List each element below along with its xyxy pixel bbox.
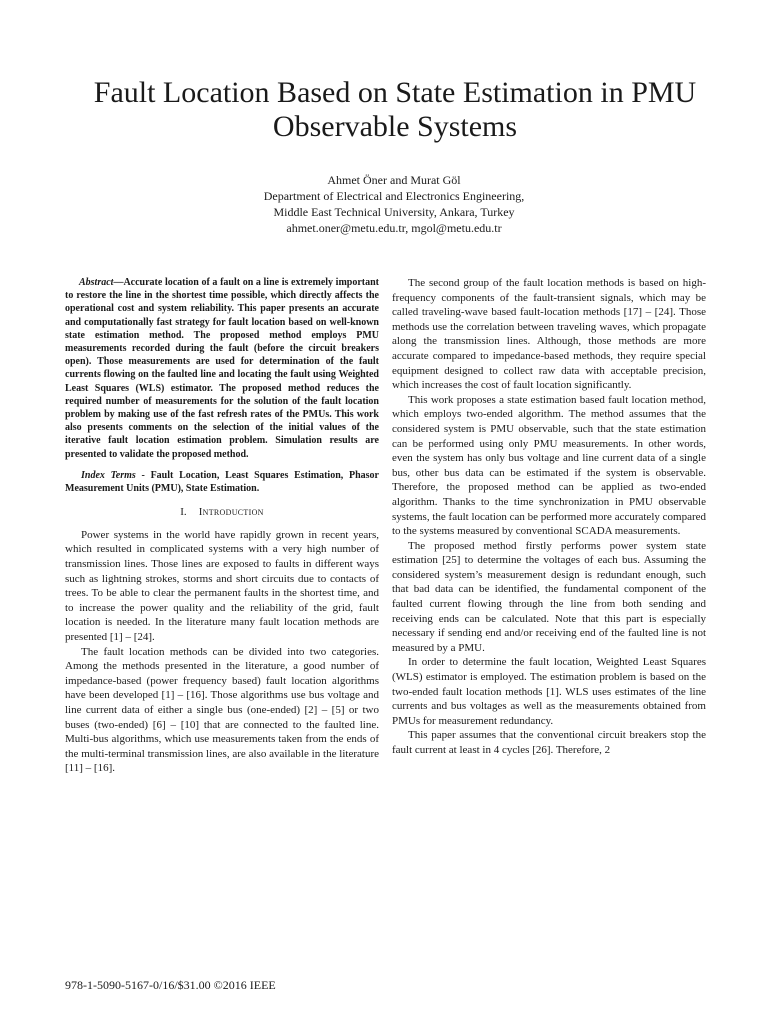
author-names: Ahmet Öner and Murat Göl [327, 173, 461, 187]
section-heading-introduction [65, 505, 379, 520]
abstract-lead: Abstract [79, 277, 114, 288]
body-paragraph: The second group of the fault location methods is based on high-frequency components of the fault-transient signals, which may be called traveling-wave based fault-location methods [17] – [24]. Those methods use the correlation between traveling waves, which propagate along the transmission lines. Although, those methods are more accurate compared to impedance-based methods, they require special equipment designed to collect raw data with acceptable precision, which increases the cost of fault location significantly. [392, 277, 706, 392]
copyright-footer: 978-1-5090-5167-0/16/$31.00 ©2016 IEEE [65, 978, 276, 992]
section-number: I. [180, 506, 187, 519]
affiliation-line-1: Department of Electrical and Electronics Engineering, [263, 189, 525, 203]
body-paragraph: This work proposes a state estimation based fault location method, which employs two-ended algorithm. The method assumes that the considered system is PMU observable, such that the state estimation can be performed using only PMU measurements. In other words, even the system has only bus voltage and line current data of a single bus, other bus data can be estimated if the system is observable. Therefore, the proposed method can be applied as two-ended algorithm. Thanks to the time synchronization in PMU observable systems, the fault location can be performed more accurately compared to the systems measured by conventional SCADA measurements. [392, 393, 706, 538]
paper-title: Fault Location Based on State Estimation in PMU Observable Systems [93, 76, 697, 143]
author-emails: ahmet.oner@metu.edu.tr, mgol@metu.edu.tr [286, 221, 502, 235]
left-column [65, 276, 379, 776]
index-terms-lead: Index Terms [81, 469, 136, 481]
abstract-text: —Accurate location of a fault on a line is extremely important to restore the line in the shortest time possible, which directly affects the operational cost and system reliability. This paper presents an accurate and computationally fast strategy for fault location based on well-known state estimation method. The proposed method employs PMU measurements recorded during the fault (before the circuit breakers open). Those measurements are used for determination of the fault currents flowing on the faulted line and locating the fault using Weighted Least Squares (WLS) estimator. The proposed method reduces the required number of measurements for the solution of the fault location problem by making use of the fast refresh rates of the PMUs. This work also presents comments on the selection of the initial values of the iterative fault location estimation problem. Simulation results are presented to validate the proposed method. [65, 277, 379, 460]
abstract [65, 276, 379, 461]
body-paragraph: In order to determine the fault location, Weighted Least Squares (WLS) estimator is employed. The estimation problem is based on the two-ended fault location methods [1]. WLS uses estimates of the line currents and bus voltages as well as the measurements obtained from PMUs for measurement redundancy. [392, 656, 706, 727]
section-title: Introduction [198, 506, 264, 519]
right-column [392, 276, 706, 758]
body-paragraph: The fault location methods can be divided into two categories. Among the methods presented in the literature, a good number of impedance-based (power frequency based) fault location algorithms have been developed [1] – [16]. Those algorithms use bus voltage and line current data of either a single bus (one-ended) [2] – [5] or two buses (two-ended) [6] – [10] that are connected to the faulted line. Multi-bus algorithms, which use measurements taken from the ends of the multi-terminal transmission lines, are also available in the literature [11] – [16]. [65, 645, 379, 775]
index-terms-text: - Fault Location, Least Squares Estimation, Phasor Measurement Units (PMU), State Estimation. [65, 469, 379, 495]
index-terms [65, 469, 379, 495]
body-paragraph: This paper assumes that the conventional circuit breakers stop the fault current at least in 4 cycles [26]. Therefore, 2 [392, 729, 706, 756]
author-block [134, 172, 654, 236]
body-paragraph: Power systems in the world have rapidly grown in recent years, which resulted in complicated systems with a very high number of transmission lines. Those lines are exposed to faults in different ways such as lightning strokes, storms and short circuits due to contacts of trees. To be able to clear the permanent faults in the shortest time, and to increase the power quality and the reliability of the grid, fault location is needed. In the literature many fault location methods are presented [1] – [24]. [65, 528, 379, 643]
body-paragraph: The proposed method firstly performs power system state estimation [25] to determine the voltages of each bus. Assuming the considered system’s measurement design is redundant enough, such that bad data can be identified, the fundamental component of the faulted current flowing through the line from both sending and receiving ends can be calculated. Note that this part is especially necessary if sending end and/or receiving end of the faulted line is not measured by a PMU. [392, 539, 706, 654]
affiliation-line-2: Middle East Technical University, Ankara, Turkey [273, 205, 515, 219]
